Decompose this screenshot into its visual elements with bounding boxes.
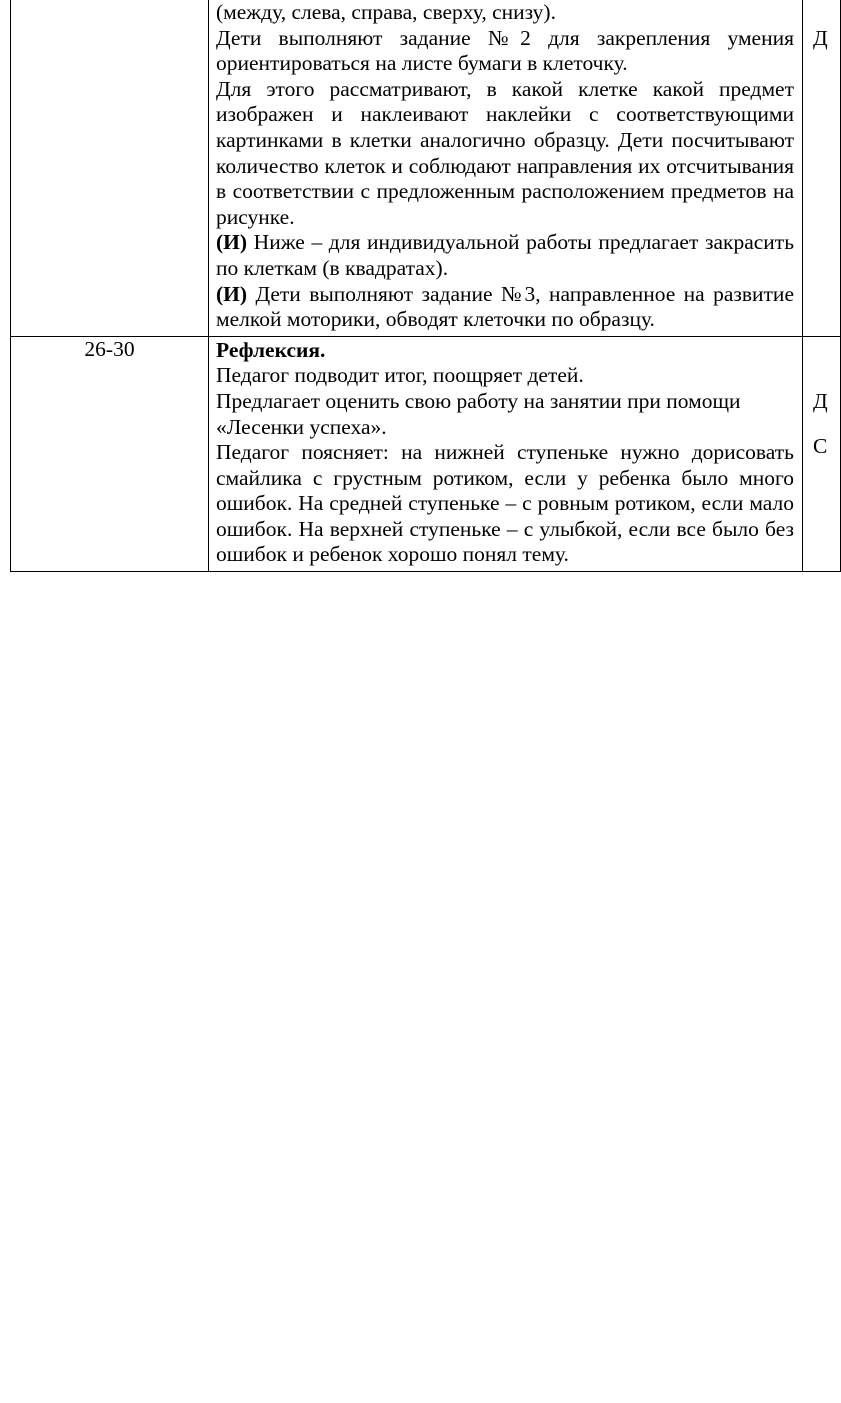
paragraph: Педагог подводит итог, поощряет детей. <box>216 363 584 388</box>
paragraph: Для этого рассматривают, в какой клетке какой предмет изображен и наклеивают наклейки с соответствующими картинками в клетки аналогично образцу. Дети посчитывают количество клеток и соблюдают направления их отсчитывания в соответствии с предложенным расположением предметов на рисунке. <box>216 76 794 229</box>
right-cell-text: Д <box>813 388 828 413</box>
time-cell <box>11 0 209 336</box>
paragraph: Дети выполняют задание №2 для закрепления умения ориентироваться на листе бумаги в клеточку. <box>216 25 794 76</box>
paragraph: Предлагает оценить свою работу на занятии при помощи «Лесенки успеха». <box>216 388 741 439</box>
paragraph: (между, слева, справа, сверху, снизу). <box>216 0 556 24</box>
lesson-plan-table <box>10 0 841 572</box>
paragraph: (И) Дети выполняют задание №3, направленное на развитие мелкой моторики, обводят клеточки по образцу. <box>216 281 794 332</box>
activity-cell <box>209 0 803 336</box>
table-row <box>11 336 841 571</box>
section-heading: Рефлексия. <box>216 337 326 362</box>
right-cell <box>803 0 841 336</box>
time-label: 26-30 <box>84 336 135 361</box>
right-cell-text: С <box>813 434 828 459</box>
individual-work-marker: (И) <box>216 230 248 255</box>
paragraph: Педагог поясняет: на нижней ступеньке нужно дорисовать смайлика с грустным ротиком, если у ребенка было много ошибок. На средней ступеньке – с ровным ротиком, если мало ошибок. На верхней ступеньке – с улыбкой, если все было без ошибок и ребенок хорошо понял тему. <box>216 440 794 567</box>
paragraph: (И) Ниже – для индивидуальной работы предлагает закрасить по клеткам (в квадратах). <box>216 230 794 280</box>
right-cell-text: Д <box>813 26 828 50</box>
table-row <box>11 0 841 336</box>
activity-cell <box>209 336 803 571</box>
time-cell <box>11 336 209 571</box>
individual-work-marker: (И) <box>216 281 248 306</box>
right-cell <box>803 336 841 571</box>
